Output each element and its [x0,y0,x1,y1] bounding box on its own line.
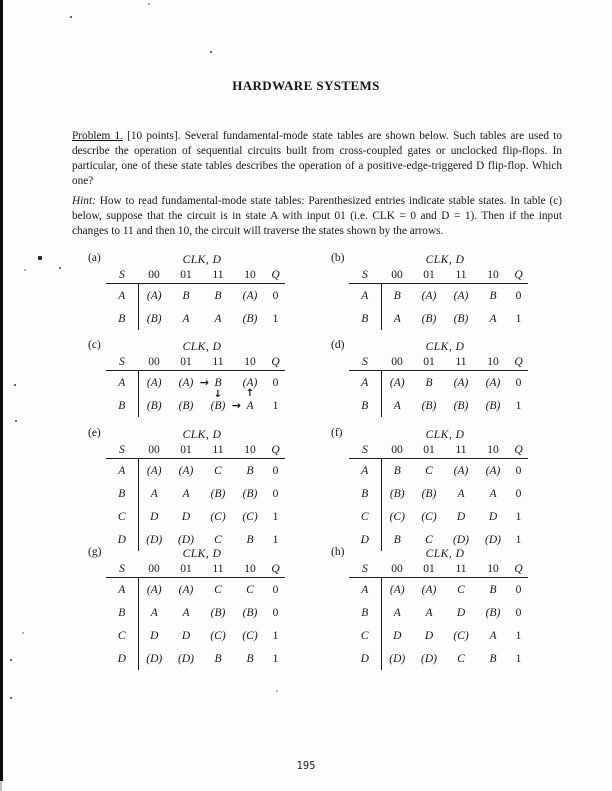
next-state-cell: D [456,510,466,523]
next-state-cell: B [246,464,254,477]
input-col-header: 10 [234,267,266,284]
next-state-cell: (A) [389,376,405,389]
input-col-header: 10 [234,354,266,371]
input-col-header: 01 [413,354,445,371]
input-col-header: 11 [202,442,234,459]
output-col-header: Q [509,561,528,578]
table-row [106,578,285,602]
next-state-cell: (A) [421,289,437,302]
table-row [349,482,528,505]
next-state-cell: B [393,289,401,302]
input-col-header: 01 [170,267,202,284]
state-name: D [106,528,138,551]
output-value: 1 [272,629,279,642]
output-value: 1 [272,510,279,523]
clk-d-header: CLK, D [425,428,465,441]
next-state-cell: B [182,289,190,302]
output-value: 0 [515,583,522,596]
next-state-cell: (B) → [210,398,241,412]
state-table-slot-f [331,427,528,551]
next-state-cell: A [457,487,465,500]
spacer [349,252,381,267]
state-table-slot-e [88,427,285,551]
next-state-cell: (D) [485,533,501,546]
state-table-b [349,252,528,330]
state-col-header: S [349,354,381,371]
input-col-header: 00 [138,354,170,371]
next-state-cell: A [489,629,497,642]
next-state-cell: A [393,312,401,325]
state-table-slot-a [88,252,285,330]
output-value: 1 [515,652,522,665]
spacer [106,546,138,561]
next-state-cell: A [150,606,158,619]
table-label: (h) [331,546,345,558]
output-value: 1 [515,399,522,412]
right-arrow-icon: → [231,398,241,412]
next-state-cell: (A) [146,289,162,302]
next-state-cell: (D) [453,533,469,546]
spacer [509,427,528,442]
state-name: C [349,624,381,647]
next-state-cell: (A) [146,583,162,596]
next-state-cell: (A) [178,464,194,477]
input-col-header: 11 [202,561,234,578]
next-state-cell: (A) [453,464,469,477]
clk-d-header: CLK, D [182,340,222,353]
output-col-header: Q [266,561,285,578]
input-col-header: 00 [381,267,413,284]
output-value: 1 [515,533,522,546]
next-state-cell: (A) [178,583,194,596]
state-table-a [106,252,285,330]
state-table-g [106,546,285,670]
next-state-cell: (C) [389,510,405,523]
output-value: 1 [272,652,279,665]
output-value: 1 [272,399,279,412]
next-state-cell: (B) [242,312,258,325]
next-state-cell: (C) [453,629,469,642]
next-state-cell: A [393,399,401,412]
next-state-cell: (D) [178,652,194,665]
state-name: B [349,482,381,505]
state-name: C [349,505,381,528]
output-value: 0 [272,606,279,619]
next-state-cell: B [489,289,497,302]
state-name: D [349,647,381,670]
next-state-cell: (B) [146,399,162,412]
right-arrow-icon: → [199,375,209,389]
state-col-header: S [106,442,138,459]
next-state-cell: (A) [453,289,469,302]
input-col-header: 01 [413,561,445,578]
next-state-cell: C [425,464,433,477]
output-col-header: Q [509,267,528,284]
table-label: (c) [88,339,101,351]
input-col-header: 01 [170,442,202,459]
spacer [266,546,285,561]
table-row [349,578,528,602]
table-row [349,284,528,308]
next-state-cell: (A) [421,583,437,596]
next-state-cell: C [214,464,222,477]
next-state-cell: (B) [421,312,437,325]
input-col-header: 10 [477,442,509,459]
state-name: C [106,624,138,647]
input-col-header: 00 [381,354,413,371]
input-col-header: 10 [234,561,266,578]
next-state-cell: A [182,606,190,619]
output-value: 0 [272,289,279,302]
input-col-header: 01 [413,442,445,459]
next-state-cell: (A) [242,376,258,389]
spacer [106,427,138,442]
next-state-cell: (C) [242,510,258,523]
spacer [349,339,381,354]
next-state-cell: B [489,652,497,665]
input-col-header: 11 [445,442,477,459]
spacer [266,252,285,267]
table-row [349,371,528,395]
output-value: 1 [515,312,522,325]
table-row [106,601,285,624]
output-value: 0 [515,487,522,500]
spacer [106,252,138,267]
next-state-cell: D [393,629,402,642]
table-row [106,284,285,308]
input-col-header: 01 [170,561,202,578]
next-state-cell: A [393,606,401,619]
state-table-e [106,427,285,551]
output-value: 1 [272,312,279,325]
state-name: A [349,284,381,308]
table-label: (e) [88,427,101,439]
input-col-header: 00 [138,267,170,284]
next-state-cell: B [425,376,433,389]
next-state-cell: (B) [210,487,226,500]
next-state-cell: (A) [242,289,258,302]
next-state-cell: (A) [485,464,501,477]
table-label: (d) [331,339,345,351]
state-name: A [106,459,138,483]
next-state-cell: B ↓ [213,376,223,400]
state-table-c [106,339,285,417]
next-state-cell: C [457,583,465,596]
input-col-header: 00 [381,442,413,459]
table-row [106,394,285,417]
next-state-cell: (B) [485,399,501,412]
next-state-cell: (A) [389,583,405,596]
output-col-header: Q [509,442,528,459]
hint-label: Hint: [72,195,96,208]
state-name: B [106,482,138,505]
next-state-cell: (A) [146,464,162,477]
input-col-header: 10 [477,354,509,371]
next-state-cell: (D) [146,652,163,665]
output-value: 1 [515,510,522,523]
table-label: (f) [331,427,343,439]
next-state-cell: (D) [178,533,194,546]
spacer [266,339,285,354]
state-table-slot-d [331,339,528,417]
clk-d-header: CLK, D [182,428,222,441]
next-state-cell: A [182,312,190,325]
input-col-header: 11 [202,267,234,284]
output-value: 1 [515,629,522,642]
next-state-cell: (B) [453,312,469,325]
state-col-header: S [106,267,138,284]
table-row [349,459,528,483]
input-col-header: 11 [445,267,477,284]
spacer [349,427,381,442]
next-state-cell: D [150,510,159,523]
page-number: 195 [296,760,316,772]
spacer [266,427,285,442]
next-state-cell: B [214,289,222,302]
state-col-header: S [106,561,138,578]
next-state-cell: D [181,629,191,642]
state-name: A [349,459,381,483]
next-state-cell: B [246,652,254,665]
table-row [106,624,285,647]
output-col-header: Q [266,267,285,284]
next-state-cell: (B) [453,399,469,412]
output-col-header: Q [266,442,285,459]
output-value: 1 [272,533,279,546]
next-state-cell: C [457,652,465,665]
table-row [106,505,285,528]
table-row [349,505,528,528]
next-state-cell: A ↑ [245,388,255,412]
next-state-cell: (B) [146,312,162,325]
input-col-header: 11 [445,561,477,578]
hint-text: How to read fundamental-mode state tables: Parenthesized entries indicate stable states. In table (c) below, suppose that the circuit is in state A with input 01 (i.e. CLK = 0 and D = 1). Then if the input changes to 11 and then 10, the circuit will traverse the states shown by the arrows. [72,195,562,237]
next-state-cell: (A) → [178,375,209,389]
next-state-cell: D [181,510,191,523]
state-table-slot-g [88,546,285,670]
output-col-header: Q [509,354,528,371]
clk-d-header: CLK, D [182,547,222,560]
state-col-header: S [349,267,381,284]
clk-d-header: CLK, D [182,253,222,266]
input-col-header: 10 [234,442,266,459]
next-state-cell: (D) [389,652,406,665]
state-name: A [106,578,138,602]
table-row [106,459,285,483]
down-arrow-icon: ↓ [213,389,223,400]
table-row [106,307,285,330]
next-state-cell: A [150,487,158,500]
next-state-cell: (D) [421,652,437,665]
output-value: 0 [515,464,522,477]
table-row [349,647,528,670]
spacer [509,252,528,267]
up-arrow-icon: ↑ [245,388,255,399]
next-state-cell: D [456,606,466,619]
output-value: 0 [272,464,279,477]
table-label: (a) [88,252,101,264]
table-row [349,624,528,647]
table-row [349,601,528,624]
state-col-header: S [349,561,381,578]
spacer [106,339,138,354]
input-col-header: 10 [477,561,509,578]
next-state-cell: (A) [485,376,501,389]
next-state-cell: (C) [210,629,226,642]
next-state-cell: (C) [242,629,258,642]
next-state-cell: (B) [421,487,437,500]
table-row [349,394,528,417]
next-state-cell: D [150,629,159,642]
state-name: A [349,578,381,602]
next-state-cell: A [425,606,433,619]
state-name: D [106,647,138,670]
next-state-cell: B [246,533,254,546]
state-table-f [349,427,528,551]
next-state-cell: A [182,487,190,500]
input-col-header: 11 [202,354,234,371]
input-col-header: 00 [138,561,170,578]
input-col-header: 01 [170,354,202,371]
next-state-cell: A [214,312,222,325]
next-state-cell: (B) [485,606,501,619]
input-col-header: 10 [477,267,509,284]
next-state-cell: (C) [210,510,226,523]
spacer [509,339,528,354]
table-row [106,371,285,395]
next-state-cell: (B) [389,487,405,500]
next-state-cell: (B) [178,399,194,412]
problem-label: Problem 1. [72,130,123,143]
next-state-cell: (A) [146,376,162,389]
state-col-header: S [349,442,381,459]
next-state-cell: B [393,533,401,546]
state-name: A [106,371,138,395]
next-state-cell: B [214,652,222,665]
spacer [509,546,528,561]
next-state-cell: (B) [242,487,258,500]
output-value: 0 [272,376,279,389]
output-value: 0 [515,606,522,619]
problem-text: [10 points]. Several fundamental-mode state tables are shown below. Such tables are used to describe the operation of sequential circuits built from cross-coupled gates or unclocked flip-flops. In particular, one of these state tables describes the operation of a positive-edge-triggered D flip-flop. Which one? [72,130,562,187]
spacer [349,546,381,561]
state-name: B [349,394,381,417]
next-state-cell: (A) [453,376,469,389]
next-state-cell: A [489,487,497,500]
table-row [349,307,528,330]
next-state-cell: C [246,583,254,596]
state-name: B [106,601,138,624]
next-state-cell: C [214,583,222,596]
clk-d-header: CLK, D [425,340,465,353]
next-state-cell: D [424,629,434,642]
state-name: B [106,394,138,417]
table-row [106,647,285,670]
next-state-cell: B [489,583,497,596]
state-name: B [349,307,381,330]
output-col-header: Q [266,354,285,371]
next-state-cell: (C) [421,510,437,523]
state-table-slot-h [331,546,528,670]
state-table-d [349,339,528,417]
state-col-header: S [106,354,138,371]
next-state-cell: C [214,533,222,546]
next-state-cell: (D) [146,533,163,546]
output-value: 0 [515,376,522,389]
page-title: HARDWARE SYSTEMS [232,78,380,93]
table-label: (g) [88,546,102,558]
next-state-cell: D [488,510,498,523]
state-name: C [106,505,138,528]
input-col-header: 01 [413,267,445,284]
next-state-cell: B [393,464,401,477]
output-value: 0 [515,289,522,302]
state-name: A [349,371,381,395]
next-state-cell: (B) [421,399,437,412]
state-name: B [349,601,381,624]
next-state-cell: (B) [242,606,258,619]
state-table-slot-c [88,339,285,417]
next-state-cell: A [489,312,497,325]
clk-d-header: CLK, D [425,547,465,560]
input-col-header: 11 [445,354,477,371]
output-value: 0 [272,487,279,500]
output-value: 0 [272,583,279,596]
input-col-header: 00 [381,561,413,578]
state-name: A [106,284,138,308]
state-name: D [349,528,381,551]
state-table-slot-b [331,252,528,330]
next-state-cell: C [425,533,433,546]
table-row [106,482,285,505]
state-table-h [349,546,528,670]
clk-d-header: CLK, D [425,253,465,266]
table-label: (b) [331,252,345,264]
state-name: B [106,307,138,330]
input-col-header: 00 [138,442,170,459]
next-state-cell: (B) [210,606,226,619]
